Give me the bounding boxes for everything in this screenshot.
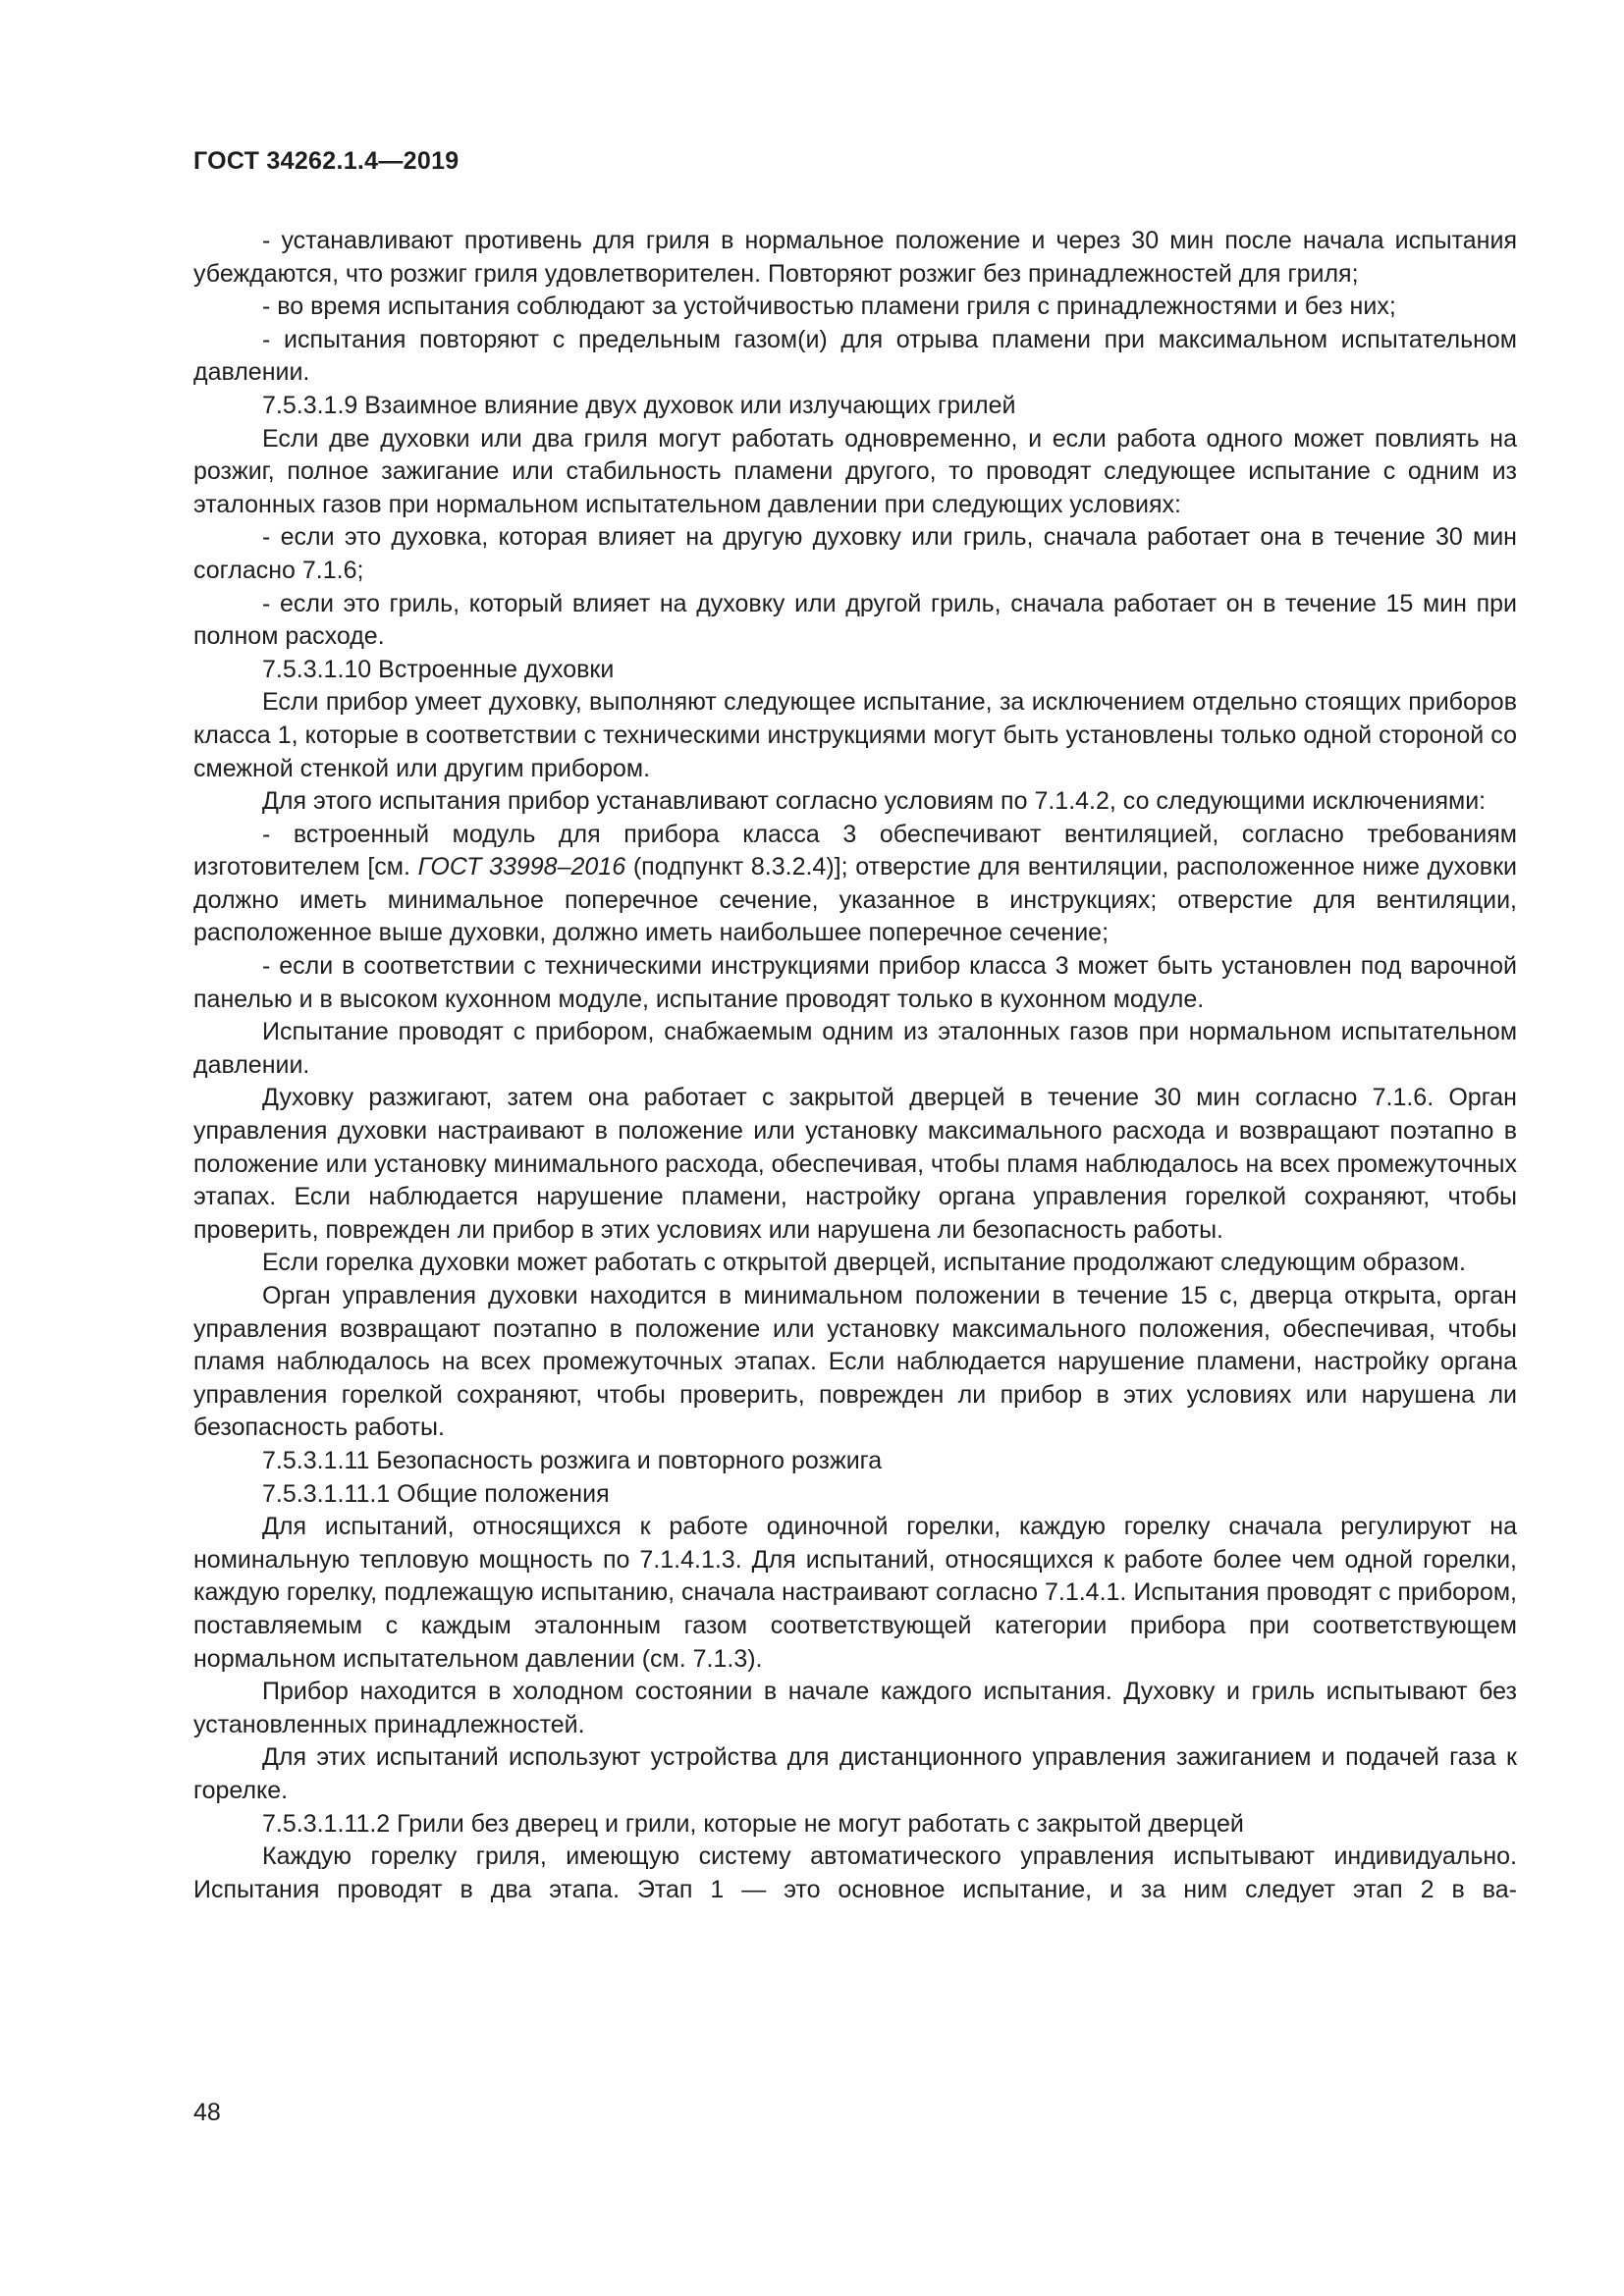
paragraph: - если в соответствии с техническими инструкциями прибор класса 3 может быть установлен под варочной панелью и в высоком кухонном модуле, испытание проводят только в кухонном модуле. <box>193 952 1517 1013</box>
section-heading: 7.5.3.1.11.1 Общие положения <box>262 1479 610 1508</box>
page-number: 48 <box>193 2099 221 2126</box>
paragraph: Если две духовки или два гриля могут работать одновременно, и если работа одного может повлиять на розжиг, полное зажигание или стабильность пламени другого, то проводят следующее испытание с одним из эталонных газов при нормальном испытательном давлении при следующих условиях: <box>193 424 1517 518</box>
section-heading: 7.5.3.1.11.2 Грили без дверец и грили, которые не могут работать с закрытой дверцей <box>262 1809 1244 1838</box>
paragraph: Для этих испытаний используют устройства для дистанционного управления зажиганием и подачей газа к горелке. <box>193 1743 1517 1804</box>
paragraph: Испытание проводят с прибором, снабжаемым одним из эталонных газов при нормальном испытательном давлении. <box>193 1018 1517 1079</box>
paragraph-text: - встроенный модуль для прибора класса 3 обеспечивают вентиляцией, согласно требованиям изготовителем [см. <box>193 820 1517 881</box>
section-heading: 7.5.3.1.9 Взаимное влияние двух духовок или излучающих грилей <box>262 391 1016 419</box>
section-heading: 7.5.3.1.11 Безопасность розжига и повторного розжига <box>262 1446 883 1474</box>
paragraph: Если горелка духовки может работать с открытой дверцей, испытание продолжают следующим образом. <box>262 1249 1466 1277</box>
paragraph: Если прибор умеет духовку, выполняют следующее испытание, за исключением отдельно стоящих приборов класса 1, которые в соответствии с техническими инструкциями могут быть установлены только одной стороной со смежной стенкой или другим прибором. <box>193 688 1517 782</box>
paragraph: Духовку разжигают, затем она работает с закрытой дверцей в течение 30 мин согласно 7.1.6. Орган управления духовки настраивают в положение или установку максимального расхода и возвращают поэтапно в положение или установку минимального расхода, обеспечивая, чтобы пламя наблюдалось на всех промежуточных этапах. Если наблюдается нарушение пламени, настройку органа управления горелкой сохраняют, чтобы проверить, поврежден ли прибор в этих условиях или нарушена ли безопасность работы. <box>193 1084 1517 1244</box>
document-body <box>193 225 1517 1906</box>
section-heading: 7.5.3.1.10 Встроенные духовки <box>262 655 615 683</box>
paragraph: - если это духовка, которая влияет на другую духовку или гриль, сначала работает она в течение 30 мин согласно 7.1.6; <box>193 523 1517 584</box>
paragraph: Прибор находится в холодном состоянии в начале каждого испытания. Духовку и гриль испытывают без установленных принадлежностей. <box>193 1678 1517 1738</box>
paragraph: Для этого испытания прибор устанавливают согласно условиям по 7.1.4.2, со следующими исключениями: <box>262 787 1487 816</box>
paragraph: - устанавливают противень для гриля в нормальное положение и через 30 мин после начала испытания убеждаются, что розжиг гриля удовлетворителен. Повторяют розжиг без принадлежностей для гриля; <box>193 227 1517 288</box>
paragraph-text: (подпункт 8.3.2.4)]; отверстие для вентиляции, расположенное ниже духовки должно иметь минимальное поперечное сечение, указанное в инструкциях; отверстие для вентиляции, расположенное выше духовки, должно иметь наибольшее поперечное сечение; <box>193 853 1517 947</box>
paragraph: - если это гриль, который влияет на духовку или другой гриль, сначала работает он в течение 15 мин при полном расходе. <box>193 589 1517 651</box>
paragraph <box>193 819 1517 950</box>
paragraph: Для испытаний, относящихся к работе одиночной горелки, каждую горелку сначала регулируют на номинальную тепловую мощность по 7.1.4.1.3. Для испытаний, относящихся к работе более чем одной горелки, каждую горелку, подлежащую испытанию, сначала настраивают согласно 7.1.4.1. Испытания проводят с прибором, поставляемым с каждым эталонным газом соответствующей категории прибора при соответствующем нормальном испытательном давлении (см. 7.1.3). <box>193 1513 1517 1673</box>
standard-reference: ГОСТ 33998–2016 <box>417 853 626 881</box>
paragraph: - во время испытания соблюдают за устойчивостью пламени гриля с принадлежностями и без них; <box>262 293 1396 321</box>
paragraph: - испытания повторяют с предельным газом(и) для отрыва пламени при максимальном испытательном давлении. <box>193 325 1517 387</box>
document-header: ГОСТ 34262.1.4—2019 <box>193 147 460 175</box>
paragraph: Каждую горелку гриля, имеющую систему автоматического управления испытывают индивидуально. Испытания проводят в два этапа. Этап 1 — это основное испытание, и за ним следует этап 2 в ва- <box>193 1842 1517 1903</box>
paragraph: Орган управления духовки находится в минимальном положении в течение 15 с, дверца открыта, орган управления возвращают поэтапно в положение или установку максимального положения, обеспечивая, чтобы пламя наблюдалось на всех промежуточных этапах. Если наблюдается нарушение пламени, настройку органа управления горелкой сохраняют, чтобы проверить, поврежден ли прибор в этих условиях или нарушена ли безопасность работы. <box>193 1282 1517 1442</box>
